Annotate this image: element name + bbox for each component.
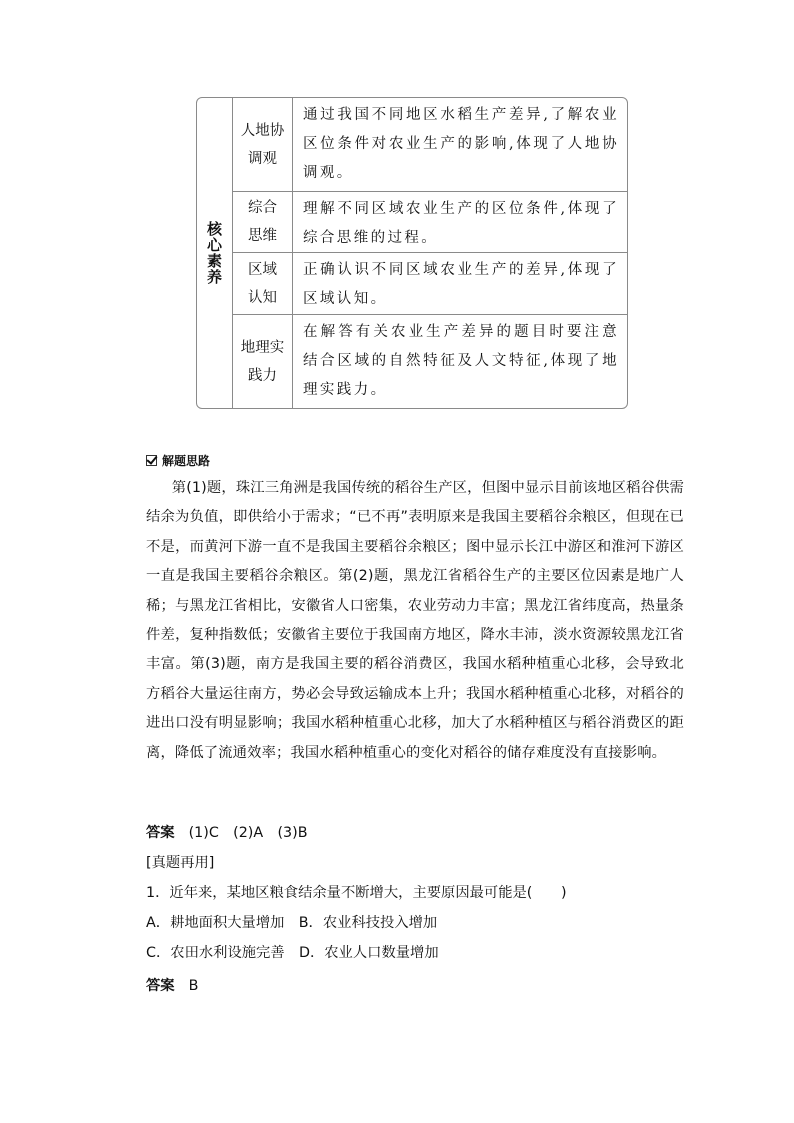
reuse-heading: [真题再用] [146,855,215,871]
row-label: 综合思维 [233,192,293,252]
table-row [233,192,627,253]
table-row [233,253,627,315]
answer-value: (1)C (2)A (3)B [188,825,308,841]
row-description: 通过我国不同地区水稻生产差异,了解农业区位条件对农业生产的影响,体现了人地协调观。 [303,107,619,181]
answer-label: 答案 [146,825,175,841]
row-description: 理解不同区域农业生产的区位条件,体现了综合思维的过程。 [303,201,619,246]
answer-value: B [188,978,199,994]
row-description: 在解答有关农业生产差异的题目时要注意结合区域的自然特征及人文特征,体现了地理实践力。 [303,324,619,398]
core-literacy-header-cell [197,98,233,408]
row-description: 正确认识不同区域农业生产的差异,体现了区域认知。 [303,262,619,307]
question-options-1: A．耕地面积大量增加 B．农业科技投入增加 [146,915,438,931]
answer-label: 答案 [146,978,175,994]
core-literacy-rows [233,98,627,408]
analysis-paragraph: 第(1)题，珠江三角洲是我国传统的稻谷生产区，但图中显示目前该地区稻谷供需结余为负值，即供给小于需求；“已不再”表明原来是我国主要稻谷余粮区，但现在已不是，而黄河下游一直不是我国主要稻谷余粮区；图中显示长江中游区和淮河下游区一直是我国主要稻谷余粮区。第(2)题，黑龙江省稻谷生产的主要区位因素是地广人稀；与黑龙江省相比，安徽省人口密集，农业劳动力丰富；黑龙江省纬度高，热量条件差，复种指数低；安徽省主要位于我国南方地区，降水丰沛，淡水资源较黑龙江省丰富。第(3)题，南方是我国主要的稻谷消费区，我国水稻种植重心北移，会导致北方稻谷大量运往南方，势必会导致运输成本上升；我国水稻种植重心北移，对稻谷的进出口没有明显影响；我国水稻种植重心北移，加大了水稻种植区与稻谷消费区的距离，降低了流通效率；我国水稻种植重心的变化对稻谷的储存难度没有直接影响。 [146,480,684,761]
analysis-heading [146,452,210,469]
row-label: 地理实践力 [233,315,293,408]
answer-line-1 [146,822,308,842]
core-literacy-table [196,97,628,409]
question-options-2: C．农田水利设施完善 D．农业人口数量增加 [146,945,439,961]
row-label: 人地协调观 [233,98,293,191]
question-stem: 1．近年来，某地区粮食结余量不断增大，主要原因最可能是( ) [146,885,567,901]
table-row [233,98,627,192]
core-literacy-header: 核心素养 [205,221,223,285]
analysis-heading-text: 解题思路 [162,454,211,468]
answer-line-2 [146,975,198,995]
checkbox-icon [146,455,157,466]
table-row [233,315,627,408]
row-label: 区域认知 [233,253,293,314]
